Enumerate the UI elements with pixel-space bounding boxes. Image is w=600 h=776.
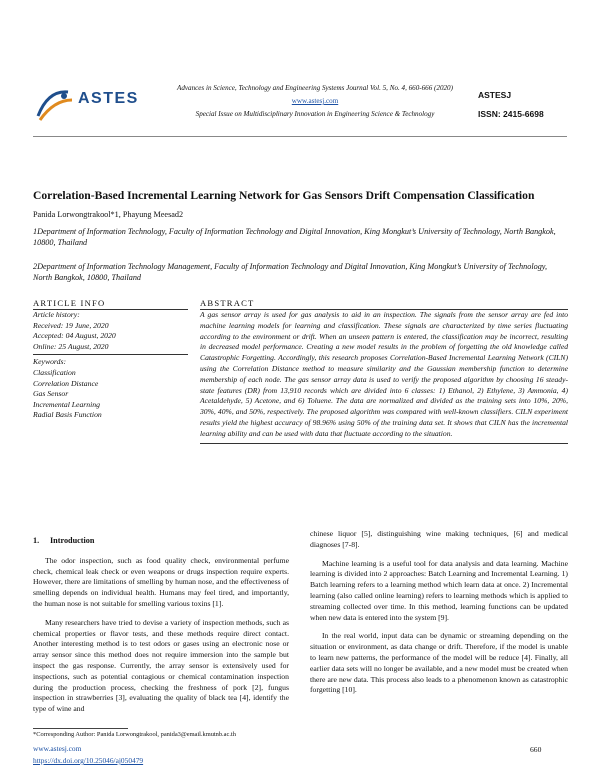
section-title: Introduction [50, 536, 95, 545]
journal-header [145, 82, 485, 121]
history-label: Article history: [33, 310, 80, 319]
journal-logo [34, 86, 139, 126]
astes-logo-icon [34, 86, 74, 124]
abstract-heading: ABSTRACT [200, 298, 568, 310]
paragraph: Machine learning is a useful tool for data analysis and data learning. Machine learning is divided into 2 approaches: Batch Learning and Incremental Learning. 1) Batch learning refers to a learning method which learn data at once. 2) Incremental learning (also called online learning) refers to learning methods which is applied to streaming collected over time. In this method, learning functions can be updated when new data is entered into the system [9]. [310, 558, 568, 622]
logo-text: ASTES [78, 90, 139, 107]
paragraph: Many researchers have tried to devise a variety of inspection methods, such as chemical properties or flavor tests, and these methods require direct contact. Another interesting method is to test odors or gases using an electronic nose or array sensor since this method does not require immersion into the sample but inspect the gas response. Currently, the array sensor is extensively used for inspections, such as potential contagious or chemical contamination inspection during the production process, checking the freshness of pork [2], fungus inspection in strawberries [3], evaluating the quality of black tea [4], identify the type of wine and [33, 617, 289, 714]
header-divider [33, 136, 567, 137]
journal-brand [478, 86, 578, 124]
keywords [33, 354, 188, 421]
keyword: Radial Basis Function [33, 410, 102, 420]
abstract-text: A gas sensor array is used for gas analysis to aid in an inspection. The signals from the sensor array are fed into machine learning models for learning and classification. These signals are characterized by time series fluctuating according to the environment or drift. When an unseen pattern is entered, the classification may be incorrect, resulting in decreased model performance. Creating a new model results in the problem of forgetting the old knowledge called Catastrophic Forgetting. Accordingly, this research proposes Correlation-Based Incremental Learning Network (CILN) using the Correlation Distance method to measure similarity and the Gaussian membership function to determine membership of each node. The gas sensor array data is used to verify the proposed algorithm by choosing 16 steady-state features (DR) from 13,910 records which are divided into 6 classes: 1) Ethanol, 2) Ethylene, 3) Ammonia, 4) Acetaldehyde, 5) Acetone, and 6) Toluene. The data are normalized and divided as the training sets into 10%, 20%, 30%, 40%, and 50%, respectively. The proposed algorithm was compared with well-known classifiers. CILN experiment results yield the highest accuracy of 98.96% using 50% of the training data set. It shows that CILN has the incremental learning ability and can be used with data that fluctuate according to the situation. [200, 310, 568, 444]
paragraph: In the real world, input data can be dynamic or streaming depending on the situation or environment, as data change or drift. Therefore, if the model is unable to learn new patterns, the performance of the model will be reduce [4]. Finally, all earlier data sets will no longer be available, and a new model must be created when there are new data. This process also leads to a phenomenon known as catastrophic forgetting [10]. [310, 631, 568, 695]
received-date: Received: 19 June, 2020 [33, 320, 109, 330]
abstract [200, 298, 568, 444]
article-history [33, 310, 188, 352]
article-info [33, 298, 188, 421]
paragraph: The odor inspection, such as food quality check, environmental perfume check, chemical leak check or even weapons or drugs inspection require experts. However, there are limitations of smelling by human nose, and the effectiveness of smelling depends on individual health. Humans may feel tired, and importantly, the human nose is not suitable for smelling various toxins [1]. [33, 555, 289, 608]
body-left-column [33, 536, 289, 723]
issn: ISSN: 2415-6698 [478, 109, 544, 119]
article-info-heading: ARTICLE INFO [33, 298, 188, 310]
section-heading [33, 536, 289, 547]
journal-citation: Advances in Science, Technology and Engineering Systems Journal Vol. 5, No. 4, 660-666 (2020) [177, 84, 453, 92]
keyword: Correlation Distance [33, 378, 99, 388]
body-right-column [310, 529, 568, 704]
authors: Panida Lorwongtrakool*1, Phayung Meesad2 [33, 210, 184, 219]
accepted-date: Accepted: 04 August, 2020 [33, 331, 116, 341]
paragraph: chinese liquor [5], distinguishing wine making techniques, [6] and medical diagnoses [7-8]. [310, 529, 568, 549]
affiliation-2: 2Department of Information Technology Management, Faculty of Information Technology and Digital Innovation, King Mongkut’s University of Technology, North Bangkok, 10800, Thailand [33, 262, 548, 282]
doi-link[interactable]: https://dx.doi.org/10.25046/aj050479 [33, 756, 144, 765]
keyword: Classification [33, 367, 76, 377]
special-issue: Special Issue on Multidisciplinary Innovation in Engineering Science & Technology [195, 110, 435, 118]
affiliation-1: 1Department of Information Technology, Faculty of Information Technology and Digital Innovation, King Mongkut’s University of Technology, North Bangkok, 10800, Thailand [33, 227, 556, 247]
corresponding-author-note: *Corresponding Author: Panida Lorwongtrakool, panida3@email.kmutnb.ac.th [33, 731, 236, 738]
footer-url-link[interactable]: www.astesj.com [33, 744, 82, 753]
online-date: Online: 25 August, 2020 [33, 341, 109, 351]
keyword: Gas Sensor [33, 389, 69, 399]
page-number: 660 [530, 745, 542, 754]
keywords-label: Keywords: [33, 357, 67, 367]
brand-name: ASTESJ [478, 90, 512, 100]
footnote-divider [33, 728, 128, 729]
section-number: 1. [33, 536, 40, 545]
keyword: Incremental Learning [33, 399, 100, 409]
journal-url-link[interactable]: www.astesj.com [291, 97, 339, 105]
paper-title: Correlation-Based Incremental Learning Network for Gas Sensors Drift Compensation Classification [33, 189, 535, 202]
